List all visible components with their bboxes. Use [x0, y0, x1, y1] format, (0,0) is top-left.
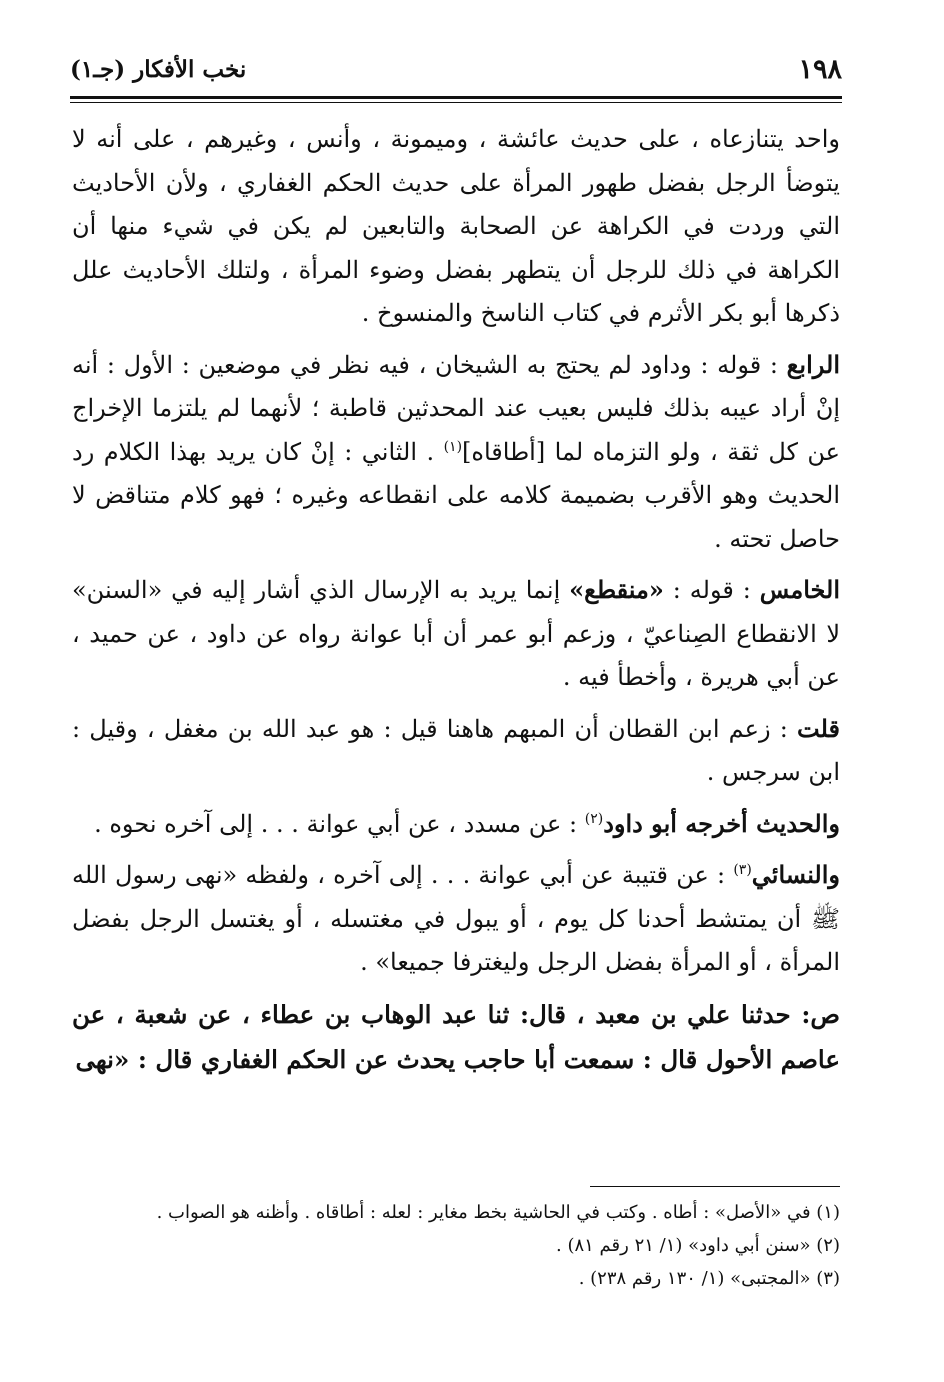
footnotes	[72, 1196, 840, 1295]
page-header	[70, 50, 842, 94]
paragraph-3-text-a: : قوله :	[663, 576, 760, 604]
footnote-1: (١) في «الأصل» : أطاه . وكتب في الحاشية بخط مغاير : لعله : أطاقاه . وأظنه هو الصواب .	[156, 1202, 840, 1223]
paragraph-3-text-b: إنما يريد به الإرسال الذي أشار إليه في «السنن» لا الانقطاع الصِناعيّ ، وزعم أبو عمر أن أبا عوانة رواه عن داود ، عن حميد ، عن أبي هريرة ، وأخطأ فيه .	[72, 576, 840, 691]
main-text	[72, 118, 840, 1089]
footnote-2: (٢) «سنن أبي داود» (١/ ٢١ رقم ٨١) .	[556, 1235, 840, 1256]
paragraph-7-sanad: ص: حدثنا علي بن معبد ، قال: ثنا عبد الوهاب بن عطاء ، عن شعبة ، عن عاصم الأحول قال : سمعت أبا حاجب يحدث عن الحكم الغفاري قال : «نهى	[72, 999, 840, 1074]
paragraph-2	[72, 343, 840, 562]
footnote-3: (٣) «المجتبى» (١/ ١٣٠ رقم ٢٣٨) .	[578, 1268, 840, 1289]
paragraph-2-text-a: : قوله : وداود لم يحتج به الشيخان ، فيه نظر في موضعين : الأول : أنه إنْ أراد عيبه بذلك فليس بعيب عند المحدثين قاطبة ؛ لأنهما لم يلتزما الإخراج عن كل ثقة ، ولو التزماه لما [أطاقاه]	[72, 350, 840, 466]
paragraph-6	[72, 853, 840, 985]
footnote-ref-1[interactable]: (١)	[443, 438, 463, 455]
footnote-ref-2[interactable]: (٢)	[584, 810, 604, 827]
header-rule	[70, 96, 842, 99]
page-number: ١٩٨	[798, 54, 842, 85]
paragraph-6-text: : عن قتيبة عن أبي عوانة . . . إلى آخره ، ولفظه «نهى رسول الله ﷺ أن يمتشط أحدنا كل يوم ، أو يبول في مغتسله ، أو يغتسل الرجل بفضل المرأة ، أو المرأة بفضل الرجل وليغترفا جميعا» .	[72, 861, 840, 976]
paragraph-3-lead: الخامس	[759, 575, 840, 604]
paragraph-6-lead: والنسائي	[751, 860, 840, 889]
running-title: نخب الأفكار (جـ١)	[70, 56, 247, 83]
paragraph-4	[72, 707, 840, 795]
paragraph-5-lead: والحديث أخرجه أبو داود	[603, 808, 840, 838]
paragraph-1: واحد يتنازعاه ، على حديث عائشة ، وميمونة ، وأنس ، وغيرهم ، على أنه لا يتوضأ الرجل بفضل طهور المرأة على حديث الحكم الغفاري ، ولأن الأحاديث التي وردت في الكراهة عن الصحابة والتابعين لم يكن في شيء منها أن الكراهة في ذلك للرجل أن يتطهر بفضل وضوء المرأة ، ولتلك الأحاديث علل ذكرها أبو بكر الأثرم في كتاب الناسخ والمنسوخ .	[72, 125, 840, 327]
footnote-separator	[590, 1186, 840, 1187]
paragraph-5-text: : عن مسدد ، عن أبي عوانة . . . إلى آخره نحوه .	[94, 809, 585, 838]
paragraph-4-lead: قلت	[797, 713, 840, 743]
paragraph-3-quote: «منقطع»	[569, 575, 664, 604]
header-rule-thin	[70, 102, 842, 103]
paragraph-3	[72, 568, 840, 700]
footnote-ref-3[interactable]: (٣)	[733, 862, 752, 878]
paragraph-2-text-b: . الثاني : إنْ كان يريد بهذا الكلام رد الحديث وهو الأقرب بضميمة كلامه على انقطاعه وغيره ؛ فهو كلام متناقض لا حاصل تحته .	[72, 437, 840, 553]
paragraph-4-text: : زعم ابن القطان أن المبهم هاهنا قيل : هو عبد الله بن مغفل ، وقيل : ابن سرجس .	[72, 714, 840, 786]
paragraph-5	[72, 802, 840, 847]
paragraph-2-lead: الرابع	[786, 349, 840, 379]
